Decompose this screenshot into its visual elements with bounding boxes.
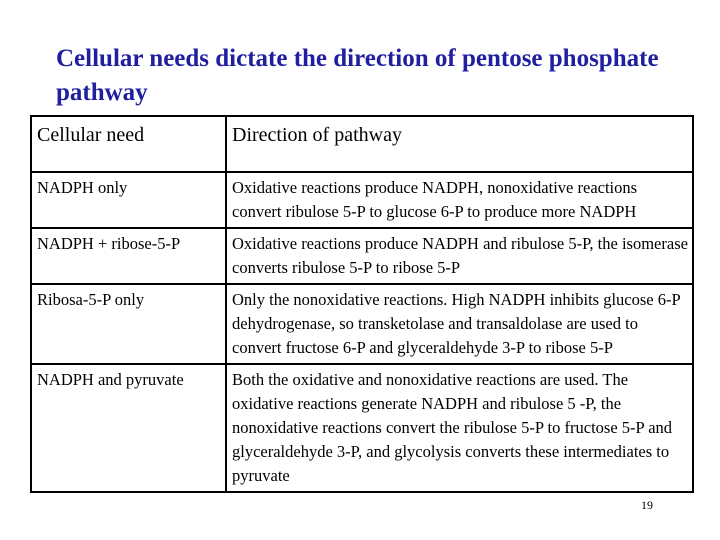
cell-cellular-need: NADPH + ribose-5-P xyxy=(31,228,226,284)
cell-cellular-need: NADPH and pyruvate xyxy=(31,364,226,492)
cell-cellular-need: NADPH only xyxy=(31,172,226,228)
cell-direction: Both the oxidative and nonoxidative reactions are used. The oxidative reactions generate NADPH and ribulose 5 -P, the nonoxidative reactions convert the ribulose 5-P to fructose 5-P and glyceraldehyde 3-P, and glycolysis converts these intermediates to pyruvate xyxy=(226,364,693,492)
table-header-row xyxy=(31,116,693,172)
slide-title: Cellular needs dictate the direction of pentose phosphate pathway xyxy=(56,45,659,106)
header-direction-of-pathway: Direction of pathway xyxy=(226,116,693,172)
table-row xyxy=(31,228,693,284)
table-row xyxy=(31,364,693,492)
pathway-table xyxy=(30,115,694,493)
header-cellular-need: Cellular need xyxy=(31,116,226,172)
table-row xyxy=(31,284,693,364)
cell-direction: Oxidative reactions produce NADPH and ribulose 5-P, the isomerase converts ribulose 5-P to ribose 5-P xyxy=(226,228,693,284)
cell-cellular-need: Ribosa-5-P only xyxy=(31,284,226,364)
cell-direction: Only the nonoxidative reactions. High NADPH inhibits glucose 6-P dehydrogenase, so transketolase and transaldolase are used to convert fructose 6-P and glyceraldehyde 3-P to ribose 5-P xyxy=(226,284,693,364)
table-row xyxy=(31,172,693,228)
cell-direction: Oxidative reactions produce NADPH, nonoxidative reactions convert ribulose 5-P to glucose 6-P to produce more NADPH xyxy=(226,172,693,228)
page-number: 19 xyxy=(641,498,653,512)
